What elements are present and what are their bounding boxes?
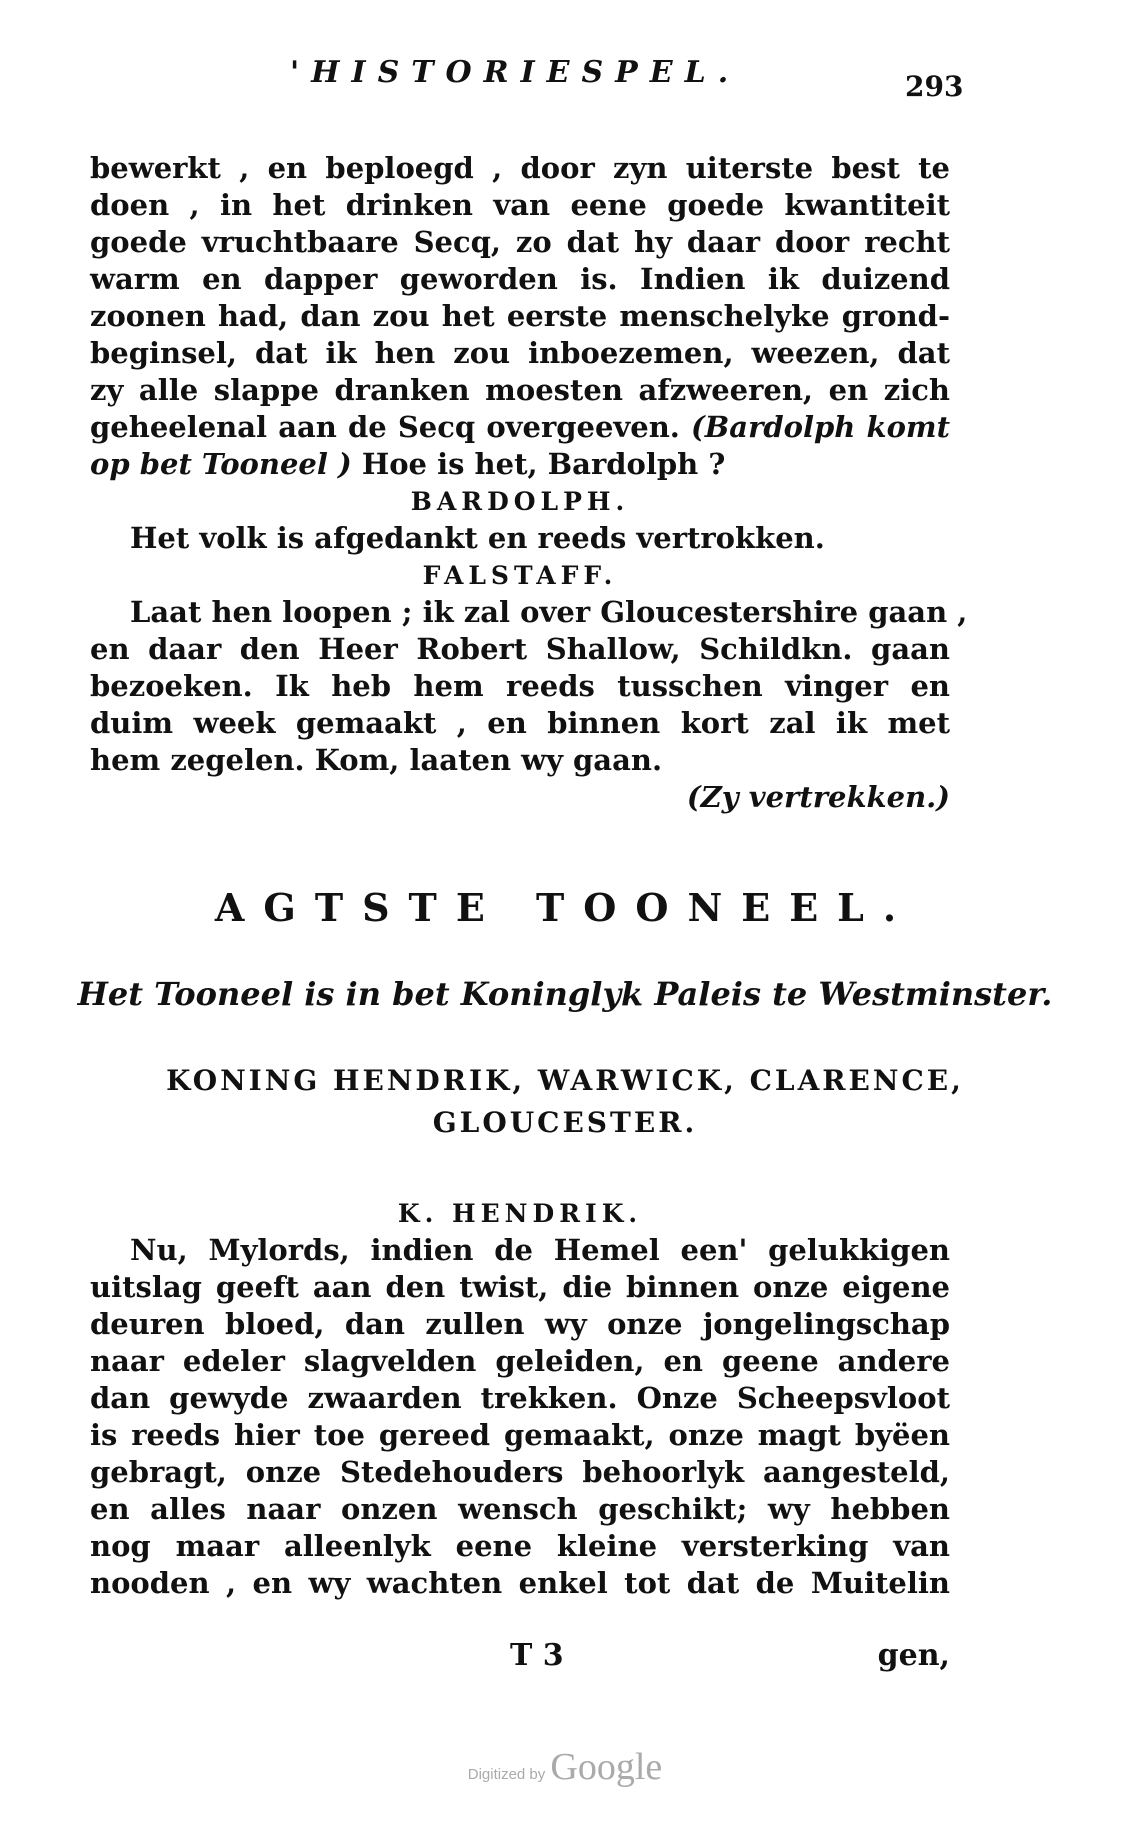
running-head: 'HISTORIESPEL.: [290, 55, 741, 90]
stage-direction: op bet Tooneel ): [90, 447, 352, 481]
text-fragment: geheelenal aan de Secq overgeeven.: [90, 410, 680, 444]
cast-line: KONING HENDRIK, WARWICK, CLARENCE,: [166, 1064, 964, 1097]
page-number: 293: [905, 70, 964, 103]
stage-direction: (Bardolph komt: [691, 410, 950, 444]
text-line: Het volk is afgedankt en reeds vertrokken.: [130, 521, 825, 555]
text-line: en alles naar onzen wensch geschikt; wy hebben: [90, 1492, 950, 1526]
signature-mark: T 3: [510, 1638, 564, 1673]
text-line: Nu, Mylords, indien de Hemel een' gelukkigen: [130, 1233, 950, 1267]
stage-direction-exit: (Zy vertrekken.): [686, 780, 950, 814]
text-line: nooden , en wy wachten enkel tot dat de Muitelin: [90, 1566, 950, 1600]
text-line: [90, 446, 950, 483]
text-fragment: Hoe is het, Bardolph ?: [361, 447, 726, 481]
speaker-name-hendrik: K. HENDRIK.: [397, 1199, 643, 1228]
watermark-brand: Google: [550, 1746, 663, 1788]
text-line: zy alle slappe dranken moesten afzweeren, en zich: [90, 373, 950, 407]
text-line: zoonen had, dan zou het eerste menschelyke grond-: [90, 299, 950, 333]
text-line: uitslag geeft aan den twist, die binnen onze eigene: [90, 1270, 950, 1304]
text-line: hem zegelen. Kom, laaten wy gaan.: [90, 743, 663, 777]
text-line: duim week gemaakt , en binnen kort zal ik met: [90, 706, 950, 740]
text-line: Laat hen loopen ; ik zal over Gloucestershire gaan ,: [130, 595, 968, 629]
text-line: nog maar alleenlyk eene kleine versterking van: [90, 1529, 950, 1563]
text-line: goede vruchtbaare Secq, zo dat hy daar door recht: [90, 225, 950, 259]
hendrik-speech: [90, 1195, 950, 1602]
text-line: beginsel, dat ik hen zou inboezemen, weezen, dat: [90, 336, 950, 370]
speaker-name-falstaff: FALSTAFF.: [422, 561, 618, 590]
text-line: dan gewyde zwaarden trekken. Onze Scheepsvloot: [90, 1381, 950, 1415]
text-line: doen , in het drinken van eene goede kwantiteit: [90, 188, 950, 222]
text-line: [90, 409, 950, 446]
watermark-prefix: Digitized by: [467, 1766, 546, 1783]
text-line: bewerkt , en beploegd , door zyn uiterste best te: [90, 151, 950, 185]
cast-line: GLOUCESTER.: [432, 1106, 698, 1139]
text-line: naar edeler slagvelden geleiden, en geene andere: [90, 1344, 950, 1378]
digitization-watermark: [0, 1745, 1130, 1789]
text-line: gebragt, onze Stedehouders behoorlyk aangesteld,: [90, 1455, 950, 1489]
text-line: warm en dapper geworden is. Indien ik duizend: [90, 262, 950, 296]
speaker-name-bardolph: BARDOLPH.: [410, 487, 630, 516]
text-line: en daar den Heer Robert Shallow, Schildkn. gaan: [90, 632, 950, 666]
page-footer: [90, 1638, 950, 1678]
scene-setting: Het Tooneel is in bet Koninglyk Paleis te Westminster.: [77, 975, 1053, 1013]
falstaff-speech-continued: [90, 150, 968, 816]
cast-list: [0, 1060, 1130, 1144]
text-line: is reeds hier toe gereed gemaakt, onze magt byëen: [90, 1418, 950, 1452]
scene-heading: AGTSTE TOONEEL.: [214, 885, 916, 930]
catchword: gen,: [877, 1638, 950, 1673]
text-line: bezoeken. Ik heb hem reeds tusschen vinger en: [90, 669, 950, 703]
text-line: deuren bloed, dan zullen wy onze jongelingschap: [90, 1307, 950, 1341]
